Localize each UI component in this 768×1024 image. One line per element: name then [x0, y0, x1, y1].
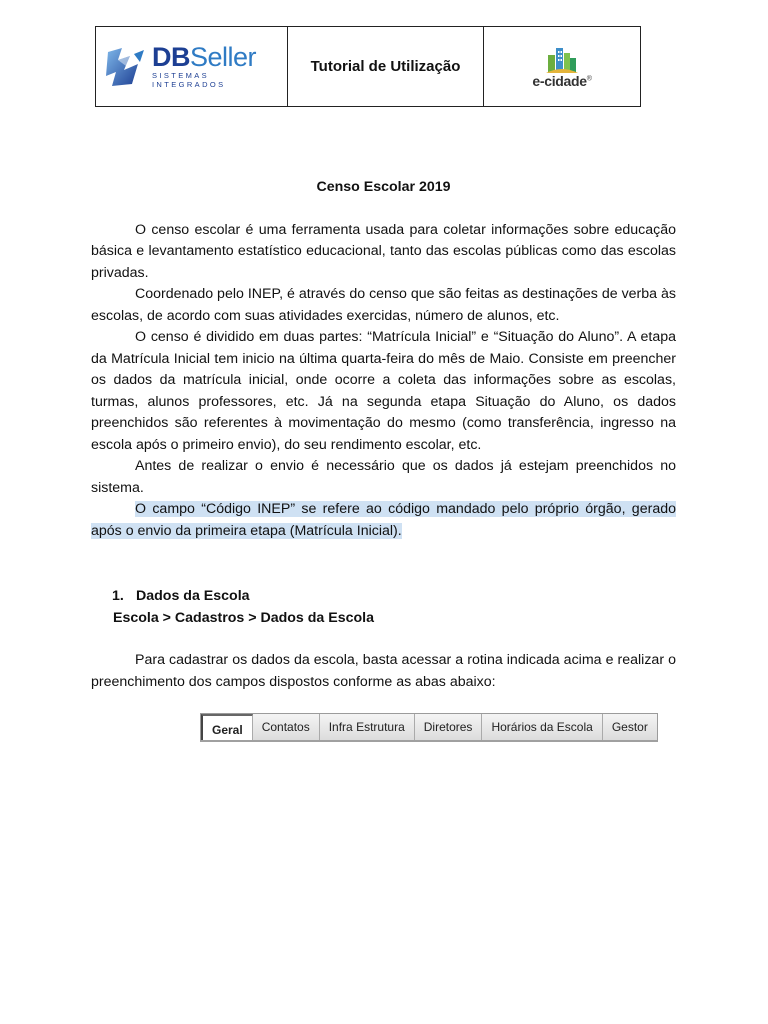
paragraph: Para cadastrar os dados da escola, basta acessar a rotina indicada acima e realizar o preenchimento dos campos dispostos conforme as abas abaixo: — [91, 652, 676, 690]
header-title: Tutorial de Utilização — [288, 27, 484, 106]
document-title: Censo Escolar 2019 — [316, 179, 451, 195]
dbseller-subtitle: SISTEMAS INTEGRADOS — [151, 71, 226, 89]
section-heading — [91, 586, 676, 608]
e-cidade-logo — [484, 27, 640, 106]
paragraph: O censo escolar é uma ferramenta usada para coletar informações sobre educação básica e levantamento estatístico educacional, tanto das escolas públicas como das escolas privadas. — [91, 221, 676, 281]
tab-infra-estrutura[interactable]: Infra Estrutura — [320, 714, 415, 740]
tab-horarios-escola[interactable]: Horários da Escola — [482, 714, 602, 740]
dbseller-logo — [96, 27, 288, 106]
city-buildings-icon — [544, 45, 580, 75]
menu-path: Escola > Cadastros > Dados da Escola — [113, 609, 375, 626]
highlighted-paragraph — [91, 499, 676, 542]
tab-diretores[interactable]: Diretores — [415, 714, 483, 740]
section-dados-escola — [91, 586, 676, 693]
dbseller-brand: DBSeller — [151, 42, 256, 72]
text-highlight: O campo “Código INEP” se refere ao código mandado pelo próprio órgão, gerado após o envio da primeira etapa (Matrícula Inicial). — [91, 501, 676, 539]
paragraph: O censo é dividido em duas partes: “Matrícula Inicial” e “Situação do Aluno”. A etapa da Matrícula Inicial tem inicio na última quarta-feira do mês de Maio. Consiste em preencher os dados da matrícula inicial, onde ocorre a coleta das informações sobre as escolas, turmas, alunos professores, etc. Já na segunda etapa Situação do Aluno, os dados preenchidos são referentes à movimentação do mesmo (como transferência, ingresso na escola após o primeiro envio), do seu rendimento escolar, etc. — [91, 329, 676, 453]
e-cidade-name: e-cidade® — [532, 72, 592, 89]
document-body — [91, 176, 676, 693]
tab-strip — [200, 713, 658, 742]
paragraph: Coordenado pelo INEP, é através do censo que são feitas as destinações de verba às escolas, de acordo com suas atividades exercidas, número de alunos, etc. — [91, 286, 676, 324]
tab-geral[interactable]: Geral — [201, 714, 253, 740]
dbseller-emblem-icon — [104, 46, 148, 88]
document-header — [95, 26, 641, 107]
paragraph: Antes de realizar o envio é necessário que os dados já estejam preenchidos no sistema. — [91, 458, 676, 496]
section-number: 1. — [112, 588, 124, 604]
tab-gestor[interactable]: Gestor — [603, 714, 657, 740]
section-title: Dados da Escola — [136, 588, 250, 604]
tab-contatos[interactable]: Contatos — [253, 714, 320, 740]
